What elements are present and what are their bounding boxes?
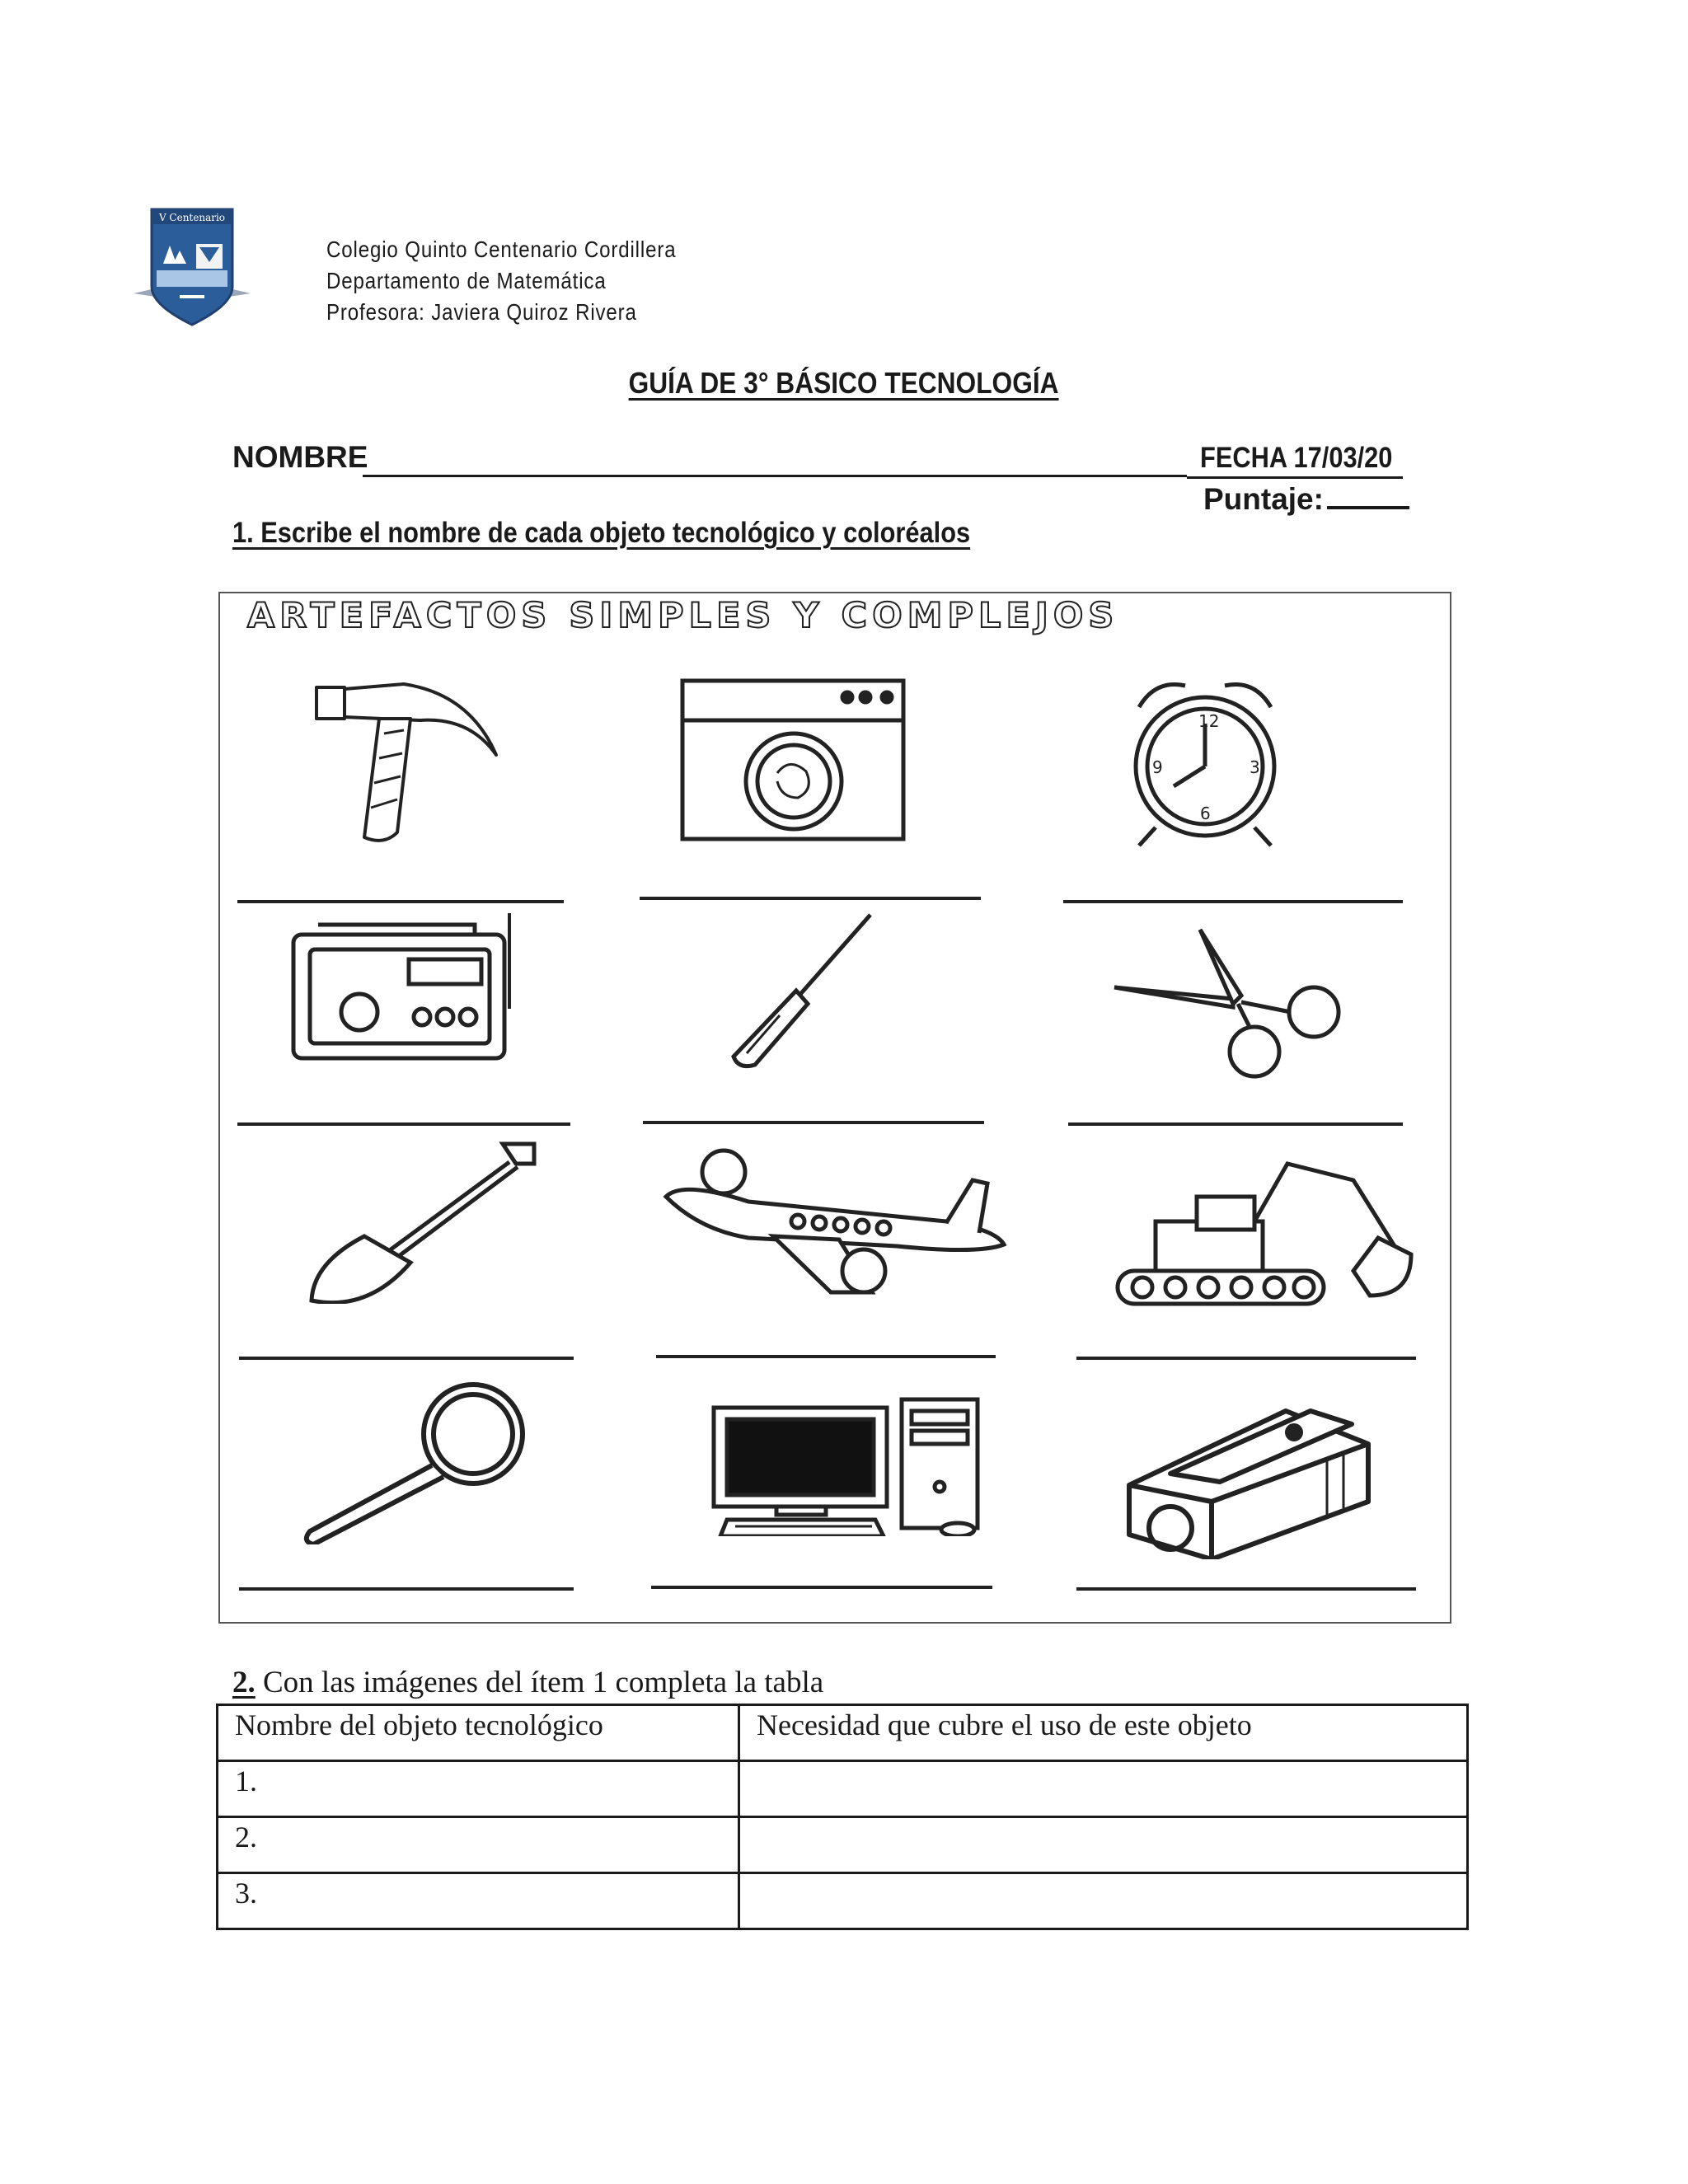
school-name: Colegio Quinto Centenario Cordillera <box>326 237 677 262</box>
puntaje <box>1203 481 1409 517</box>
answer-line-3[interactable] <box>1063 900 1403 903</box>
response-table <box>216 1704 1469 1930</box>
item2-instruction <box>232 1665 823 1700</box>
answer-line-11[interactable] <box>651 1586 992 1589</box>
answer-line-12[interactable] <box>1076 1587 1416 1591</box>
answer-line-1[interactable] <box>237 900 564 903</box>
answer-line-10[interactable] <box>239 1587 574 1591</box>
svg-text:6: 6 <box>1200 804 1211 823</box>
fecha-label: FECHA 17/03/20 <box>1200 442 1393 474</box>
svg-text:3: 3 <box>1250 757 1260 777</box>
row-3-need-cell[interactable] <box>739 1873 1468 1929</box>
item2-number: 2. <box>232 1666 256 1699</box>
table-row <box>218 1817 1468 1873</box>
table-row <box>218 1873 1468 1929</box>
col2-header: Necesidad que cubre el uso de este objeto <box>739 1705 1468 1761</box>
screwdriver-icon <box>722 908 887 1077</box>
answer-line-5[interactable] <box>643 1121 984 1124</box>
answer-line-9[interactable] <box>1076 1357 1416 1360</box>
computer-icon <box>710 1396 991 1540</box>
washing-machine-icon <box>674 674 913 851</box>
answer-line-4[interactable] <box>237 1122 570 1126</box>
table-header-row <box>218 1705 1468 1761</box>
row-1-need-cell[interactable] <box>739 1761 1468 1817</box>
puntaje-label: Puntaje: <box>1203 482 1324 516</box>
page-title: GUÍA DE 3° BÁSICO TECNOLOGÍA <box>629 366 1059 400</box>
pencil-sharpener-icon <box>1121 1378 1385 1563</box>
worksheet-title: ARTEFACTOS SIMPLES Y COMPLEJOS <box>247 595 1119 635</box>
table-row <box>218 1761 1468 1817</box>
radio-icon <box>285 910 524 1071</box>
magnifying-glass-icon <box>295 1380 567 1549</box>
nombre-label: NOMBRE <box>232 440 368 474</box>
answer-line-8[interactable] <box>656 1355 996 1358</box>
item2-text: Con las imágenes del ítem 1 completa la tabla <box>255 1666 824 1699</box>
item1-instruction: 1. Escribe el nombre de cada objeto tecnológico y coloréalos <box>232 517 971 549</box>
puntaje-field[interactable] <box>1327 481 1409 509</box>
answer-line-7[interactable] <box>239 1357 574 1360</box>
row-3-name-cell[interactable]: 3. <box>218 1873 739 1929</box>
department-name: Departamento de Matemática <box>326 268 607 293</box>
header-info <box>326 234 676 328</box>
scissors-icon <box>1109 921 1373 1090</box>
nombre-field[interactable] <box>363 475 1187 477</box>
row-1-name-cell[interactable]: 1. <box>218 1761 739 1817</box>
svg-text:V Centenario: V Centenario <box>158 212 226 223</box>
row-2-need-cell[interactable] <box>739 1817 1468 1873</box>
answer-line-2[interactable] <box>640 897 981 900</box>
shovel-icon <box>302 1139 549 1308</box>
fecha-underline <box>1187 476 1403 479</box>
svg-text:9: 9 <box>1152 757 1163 777</box>
col1-header: Nombre del objeto tecnológico <box>218 1705 739 1761</box>
hammer-icon <box>305 676 503 853</box>
excavator-icon <box>1106 1147 1419 1316</box>
teacher-name: Profesora: Javiera Quiroz Rivera <box>326 299 637 325</box>
answer-line-6[interactable] <box>1068 1122 1403 1126</box>
alarm-clock-icon <box>1106 674 1304 851</box>
school-logo <box>130 204 254 330</box>
row-2-name-cell[interactable]: 2. <box>218 1817 739 1873</box>
airplane-icon <box>649 1147 1012 1308</box>
svg-text:12: 12 <box>1198 711 1220 731</box>
